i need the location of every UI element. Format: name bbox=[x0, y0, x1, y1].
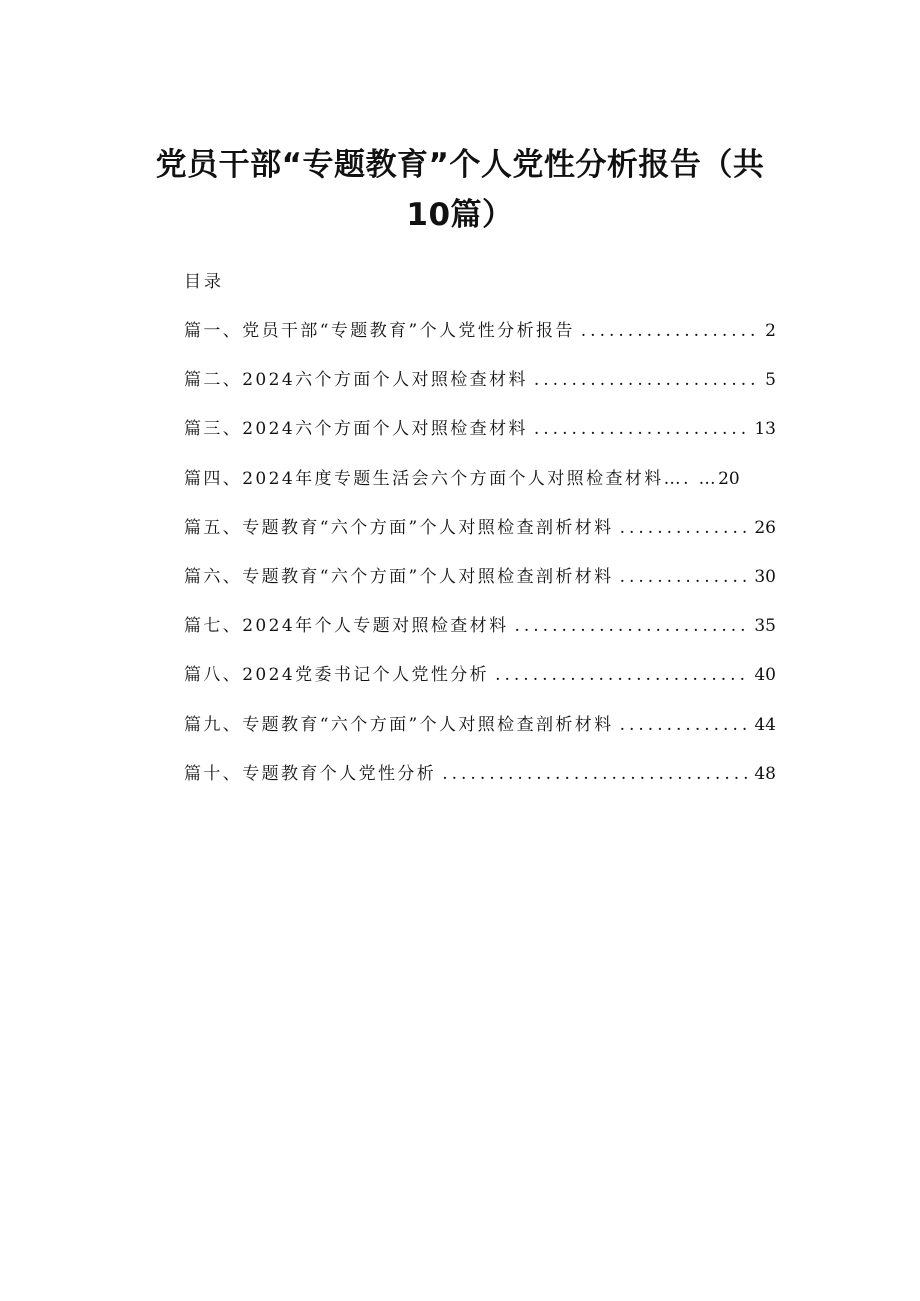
toc-page-number: 2 bbox=[765, 321, 776, 341]
toc-dot-leader bbox=[620, 563, 751, 591]
toc-page-number: 26 bbox=[754, 517, 776, 538]
title-line-2: 10篇） bbox=[406, 197, 514, 233]
toc-dot-leader bbox=[514, 612, 750, 640]
toc-entry-label: 篇十、专题教育个人党性分析 bbox=[184, 763, 437, 784]
toc-entry-4[interactable] bbox=[184, 465, 776, 514]
title-line-1: 党员干部“专题教育”个人党性分析报告（共 bbox=[155, 147, 765, 183]
toc-entry-7[interactable] bbox=[184, 612, 776, 661]
toc-page-number: 13 bbox=[754, 419, 776, 440]
table-of-contents bbox=[184, 317, 776, 809]
toc-entry-label: 篇一、党员干部“专题教育”个人党性分析报告 bbox=[184, 321, 575, 341]
toc-entry-label: 篇四、2024年度专题生活会六个方面个人对照检查材料…. … bbox=[184, 468, 719, 489]
toc-dot-leader bbox=[534, 415, 750, 443]
toc-entry-label: 篇九、专题教育“六个方面”个人对照检查剖析材料 bbox=[184, 714, 614, 735]
toc-entry-9[interactable] bbox=[184, 711, 776, 760]
toc-entry-label: 篇七、2024年个人专题对照检查材料 bbox=[184, 616, 509, 637]
toc-page-number: 35 bbox=[754, 616, 776, 637]
toc-entry-label: 篇八、2024党委书记个人党性分析 bbox=[184, 665, 490, 686]
toc-entry-label: 篇二、2024六个方面个人对照检查材料 bbox=[184, 370, 528, 391]
toc-heading: 目录 bbox=[184, 272, 224, 292]
toc-entry-1[interactable] bbox=[184, 317, 776, 366]
document-title bbox=[120, 140, 800, 240]
toc-dot-leader bbox=[534, 366, 761, 394]
toc-page-number: 5 bbox=[765, 370, 776, 391]
toc-entry-10[interactable] bbox=[184, 760, 776, 809]
toc-entry-label: 篇三、2024六个方面个人对照检查材料 bbox=[184, 419, 528, 440]
toc-dot-leader bbox=[581, 317, 761, 345]
toc-page-number: 40 bbox=[754, 665, 776, 686]
toc-entry-3[interactable] bbox=[184, 415, 776, 464]
toc-dot-leader bbox=[495, 661, 750, 689]
toc-dot-leader bbox=[620, 514, 751, 542]
toc-entry-label: 篇六、专题教育“六个方面”个人对照检查剖析材料 bbox=[184, 566, 614, 587]
toc-entry-label: 篇五、专题教育“六个方面”个人对照检查剖析材料 bbox=[184, 517, 614, 538]
toc-page-number: 20 bbox=[718, 468, 740, 489]
toc-entry-2[interactable] bbox=[184, 366, 776, 415]
toc-dot-leader bbox=[620, 711, 751, 739]
toc-page-number: 48 bbox=[754, 763, 776, 784]
toc-page-number: 44 bbox=[754, 714, 776, 735]
toc-page-number: 30 bbox=[754, 566, 776, 587]
toc-entry-8[interactable] bbox=[184, 661, 776, 710]
toc-entry-6[interactable] bbox=[184, 563, 776, 612]
toc-entry-5[interactable] bbox=[184, 514, 776, 563]
toc-dot-leader bbox=[442, 760, 750, 788]
